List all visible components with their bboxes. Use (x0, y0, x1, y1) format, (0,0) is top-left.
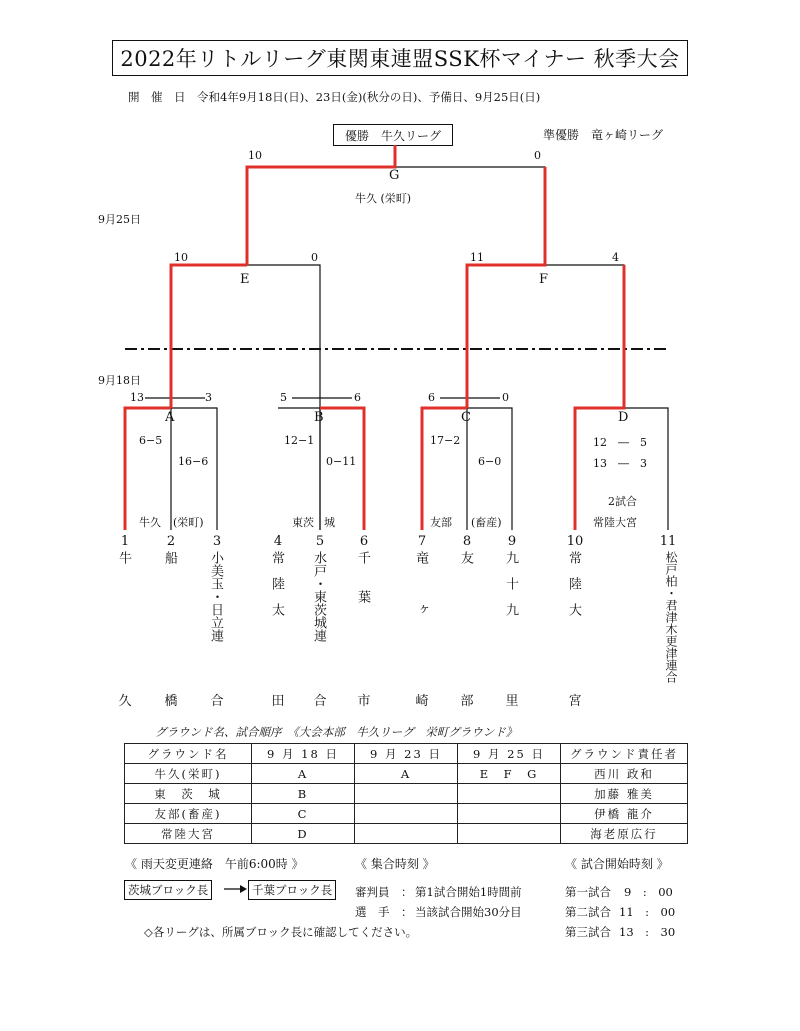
team-number: 9 (507, 534, 517, 549)
table-row (125, 784, 688, 804)
qc-left-score: 6 (428, 391, 435, 404)
table-row (125, 824, 688, 844)
qa-label: A (165, 410, 175, 425)
team-name: 常 陸 大 (566, 551, 581, 616)
contact-to-box: 千葉ブロック長 (248, 880, 336, 900)
table-cell: 伊橋 龍介 (561, 804, 688, 824)
team-name: 松戸柏・君津木更津連合 (664, 551, 678, 683)
start-time: 11 : 00 (619, 905, 676, 919)
team-name: 九 十 九 (503, 551, 518, 616)
table-cell (458, 784, 561, 804)
qa-right-score: 3 (205, 391, 212, 404)
qc-label: C (461, 410, 471, 425)
table-cell: 東 茨 城 (125, 784, 252, 804)
start-time: 9 : 00 (624, 885, 673, 899)
bracket-black-lines (125, 167, 670, 530)
team-number: 11 (659, 534, 677, 549)
team-number: 7 (417, 534, 427, 549)
table-cell: 牛久(栄町) (125, 764, 252, 784)
table-cell: 海老原広行 (561, 824, 688, 844)
gather-who: 審判員 ： (355, 885, 413, 899)
team-name: 千 葉 (355, 551, 370, 603)
runner-up: 準優勝 竜ヶ崎リーグ (543, 128, 664, 142)
table-cell (458, 824, 561, 844)
qd-sub1: 12 ― 5 (593, 436, 647, 449)
date-final: 9月25日 (98, 213, 141, 226)
team-number: 2 (166, 534, 176, 549)
team-name-last: 市 (357, 694, 371, 709)
team-name-last: 久 (118, 694, 132, 709)
footnote: ◇各リーグは、所属ブロック長に確認してください。 (144, 925, 418, 939)
table-cell: E F G (458, 764, 561, 784)
qa-sub2: 16−6 (178, 455, 209, 468)
champion-box: 優勝 牛久リーグ (333, 124, 453, 146)
qd-note1: 2試合 (608, 495, 637, 508)
qb-sub2: 0−11 (326, 455, 357, 468)
table-row (125, 804, 688, 824)
qd-sub2: 13 ― 3 (593, 457, 647, 470)
semi-f-left-score: 11 (470, 251, 484, 264)
qa-left-score: 13 (130, 391, 144, 404)
start-game: 第二試合 (565, 905, 611, 919)
qb-left-score: 5 (280, 391, 287, 404)
qd-label: D (618, 410, 629, 425)
qc-ground-left: 友部 (430, 516, 452, 529)
team-name: 常 陸 太 (269, 551, 284, 616)
table-cell (355, 784, 458, 804)
semi-e-left-score: 10 (174, 251, 188, 264)
team-number: 6 (359, 534, 369, 549)
final-right-score: 0 (534, 149, 541, 162)
table-cell: A (252, 764, 355, 784)
table-cell: A (355, 764, 458, 784)
table-cell: C (252, 804, 355, 824)
qa-ground-left: 牛久 (139, 516, 161, 529)
table-cell (458, 804, 561, 824)
final-left-score: 10 (248, 149, 262, 162)
gather-who: 選 手 ： (355, 905, 413, 919)
team-number: 3 (212, 534, 222, 549)
team-name-last: 崎 (415, 694, 429, 709)
table-cell (355, 824, 458, 844)
qc-sub2: 6−0 (478, 455, 502, 468)
semi-e-label: E (240, 272, 250, 287)
table-cell: B (252, 784, 355, 804)
start-game: 第三試合 (565, 925, 611, 939)
table-cell: 加藤 雅美 (561, 784, 688, 804)
team-name-last: 部 (460, 694, 474, 709)
table-header-row (125, 744, 688, 764)
gather-title: 《 集合時刻 》 (355, 857, 435, 871)
qb-ground-left: 東茨 (292, 516, 314, 529)
table-header: グラウンド名 (125, 744, 252, 764)
date-first-round: 9月18日 (98, 374, 141, 387)
team-number: 10 (566, 534, 584, 549)
final-label: G (389, 168, 400, 183)
team-number: 5 (315, 534, 325, 549)
team-name-last: 橋 (164, 694, 178, 709)
semi-f-label: F (539, 272, 549, 287)
table-header: 9 月 23 日 (355, 744, 458, 764)
qb-sub1: 12−1 (284, 434, 315, 447)
team-name: 友 (458, 551, 473, 564)
team-name: 船 (162, 551, 177, 564)
team-name-last: 合 (313, 694, 327, 709)
start-title: 《 試合開始時刻 》 (565, 857, 669, 871)
qd-note2: 常陸大宮 (593, 516, 637, 529)
event-dates: 開 催 日 令和4年9月18日(日)、23日(金)(秋分の日)、予備日、9月25日(日) (128, 90, 541, 104)
qa-ground-right: (栄町) (173, 516, 204, 529)
table-header: グラウンド責任者 (561, 744, 688, 764)
team-name-last: 合 (210, 694, 224, 709)
contact-from-box: 茨城ブロック長 (124, 880, 212, 900)
qb-right-score: 6 (354, 391, 361, 404)
start-game: 第一試合 (565, 885, 611, 899)
team-number: 4 (273, 534, 283, 549)
team-name: 水戸・東茨城連 (311, 551, 326, 642)
rain-title: 《 雨天変更連絡 午前6:00時 》 (125, 857, 304, 871)
qc-sub1: 17−2 (430, 434, 461, 447)
table-cell: 常陸大宮 (125, 824, 252, 844)
table-cell: 友部(畜産) (125, 804, 252, 824)
qc-right-score: 0 (502, 391, 509, 404)
table-cell (355, 804, 458, 824)
ground-table (124, 743, 688, 844)
semi-e-right-score: 0 (311, 251, 318, 264)
qc-ground-right: (畜産) (471, 516, 502, 529)
table-row (125, 764, 688, 784)
team-name-last: 宮 (568, 694, 582, 709)
table-cell: D (252, 824, 355, 844)
team-name: 小美玉・日立連 (208, 551, 223, 642)
qa-sub1: 6−5 (139, 434, 163, 447)
qb-label: B (314, 410, 324, 425)
ground-caption: グラウンド名、試合順序 《大会本部 牛久リーグ 栄町グラウンド》 (155, 725, 518, 739)
team-name: 竜 ヶ (413, 551, 428, 616)
gather-when: 当該試合開始30分目 (415, 905, 522, 919)
table-cell: 西川 政和 (561, 764, 688, 784)
start-time: 13 : 30 (619, 925, 676, 939)
final-ground: 牛久 (栄町) (355, 192, 412, 205)
gather-when: 第1試合開始1時間前 (415, 885, 522, 899)
qb-ground-right: 城 (324, 516, 335, 529)
team-name: 牛 (116, 551, 131, 564)
team-name-last: 里 (505, 694, 519, 709)
table-header: 9 月 25 日 (458, 744, 561, 764)
table-header: 9 月 18 日 (252, 744, 355, 764)
team-name-last: 田 (271, 694, 285, 709)
page-title: 2022年リトルリーグ東関東連盟SSK杯マイナー 秋季大会 (112, 40, 688, 76)
semi-f-right-score: 4 (612, 251, 619, 264)
team-number: 1 (120, 534, 130, 549)
team-number: 8 (462, 534, 472, 549)
